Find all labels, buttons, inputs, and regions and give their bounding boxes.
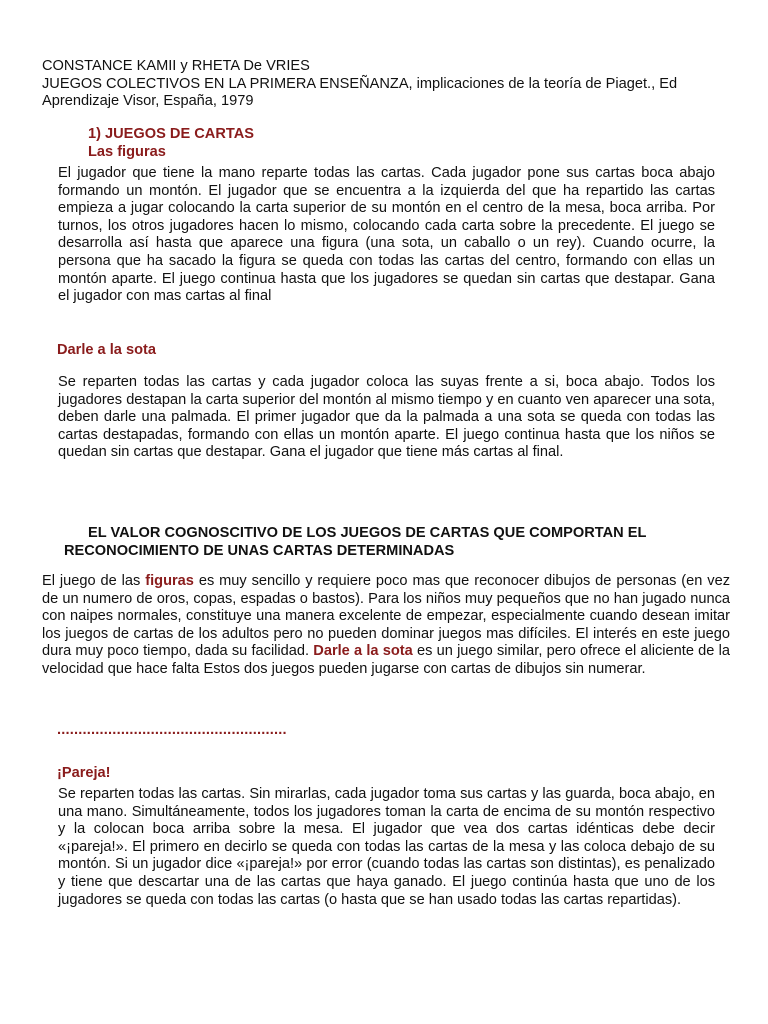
text-segment: es muy sencillo y requiere poco mas que reconocer dibujos de personas (en vez de un numero de oros, copas, espadas o bastos). Para los niños muy pequeños que no han jugado nunca con naipes normales, constituye una manera excelente de empezar, especialmente cuando desean imitar los juegos de cartas de los adultos pero no pueden dominar juegos mas difíciles. El interés en este juego dura muy poco tiempo, dada su facilidad. bbox=[42, 573, 730, 660]
highlight-figuras: figuras bbox=[145, 573, 194, 589]
citation bbox=[42, 58, 732, 111]
subheading-darle-a-la-sota: Darle a la sota bbox=[57, 342, 156, 358]
paragraph-pareja: Se reparten todas las cartas. Sin mirarlas, cada jugador toma sus cartas y las guarda, boca abajo, en una mano. Simultáneamente, todos los jugadores toman la carta de encima de su montón respectivo y la colocan boca arriba sobre la mesa. El jugador que vea dos cartas idénticas debe decir «¡pareja!». El primero en decirlo se queda con todas las cartas de la mesa y las coloca debajo de su montón. Si un jugador dice «¡pareja!» por error (cuando todas las cartas son distintas), es penalizado y tiene que descartar una de las cartas que haya ganado. El juego continúa hasta que uno de los jugadores se queda con todas las cartas (o hasta que se han usado todas las cartas repartidas). bbox=[58, 786, 715, 908]
heading-line-1: EL VALOR COGNOSCITIVO DE LOS JUEGOS DE CARTAS QUE COMPORTAN EL bbox=[88, 525, 647, 541]
paragraph-darle-a-la-sota: Se reparten todas las cartas y cada jugador coloca las suyas frente a si, boca abajo. Todos los jugadores destapan la carta superior del montón al mismo tiempo y en cuanto ven aparecer una sota, deben darle una palmada. El primer jugador que da la palmada a una sota se queda con todas las cartas destapadas, formando con ellas un montón aparte. El juego continua hasta que los niños se quedan sin cartas que destapar. Gana el jugador que tiene más cartas al final. bbox=[58, 374, 715, 461]
paragraph-las-figuras: El jugador que tiene la mano reparte todas las cartas. Cada jugador pone sus cartas boca abajo formando un montón. El jugador que se encuentra a la izquierda del que ha repartido las cartas empieza a jugar colocando la carta superior de su montón en el centro de la mesa, boca arriba. Por turnos, los otros jugadores hacen lo mismo, colocando cada carta sobre la precedente. El juego se desarrolla así hasta que aparece una figura (una sota, un caballo o un rey). Cuando ocurre, la persona que ha sacado la figura se queda con todas las cartas del centro, formando con ellas un montón aparte. El juego continua hasta que los jugadores se quedan sin cartas que destapar. Gana el jugador con mas cartas al final bbox=[58, 165, 715, 305]
paragraph-valor-cognoscitivo bbox=[42, 573, 730, 679]
heading-line-2: RECONOCIMIENTO DE UNAS CARTAS DETERMINADAS bbox=[64, 542, 455, 559]
citation-title-line2: Aprendizaje Visor, España, 1979 bbox=[42, 93, 254, 110]
text-segment: es un juego similar, pero ofrece el aliciente de la velocidad que hace falta Estos dos juegos pueden jugarse con cartas de dibujos sin numerar. bbox=[42, 643, 730, 677]
subheading-las-figuras: Las figuras bbox=[88, 144, 166, 160]
section-heading-valor-cognoscitivo bbox=[64, 525, 724, 560]
citation-title-line1: JUEGOS COLECTIVOS EN LA PRIMERA ENSEÑANZA, implicaciones de la teoría de Piaget., Ed bbox=[42, 75, 678, 92]
subheading-pareja: ¡Pareja! bbox=[57, 765, 111, 781]
citation-authors: CONSTANCE KAMII y RHETA De VRIES bbox=[42, 58, 310, 74]
dotted-separator: ...................................................... bbox=[57, 722, 287, 738]
section-heading-juegos-de-cartas: 1) JUEGOS DE CARTAS bbox=[88, 126, 254, 142]
highlight-darle-a-la-sota: Darle a la sota bbox=[313, 643, 413, 660]
text-segment: El juego de las bbox=[42, 573, 146, 589]
